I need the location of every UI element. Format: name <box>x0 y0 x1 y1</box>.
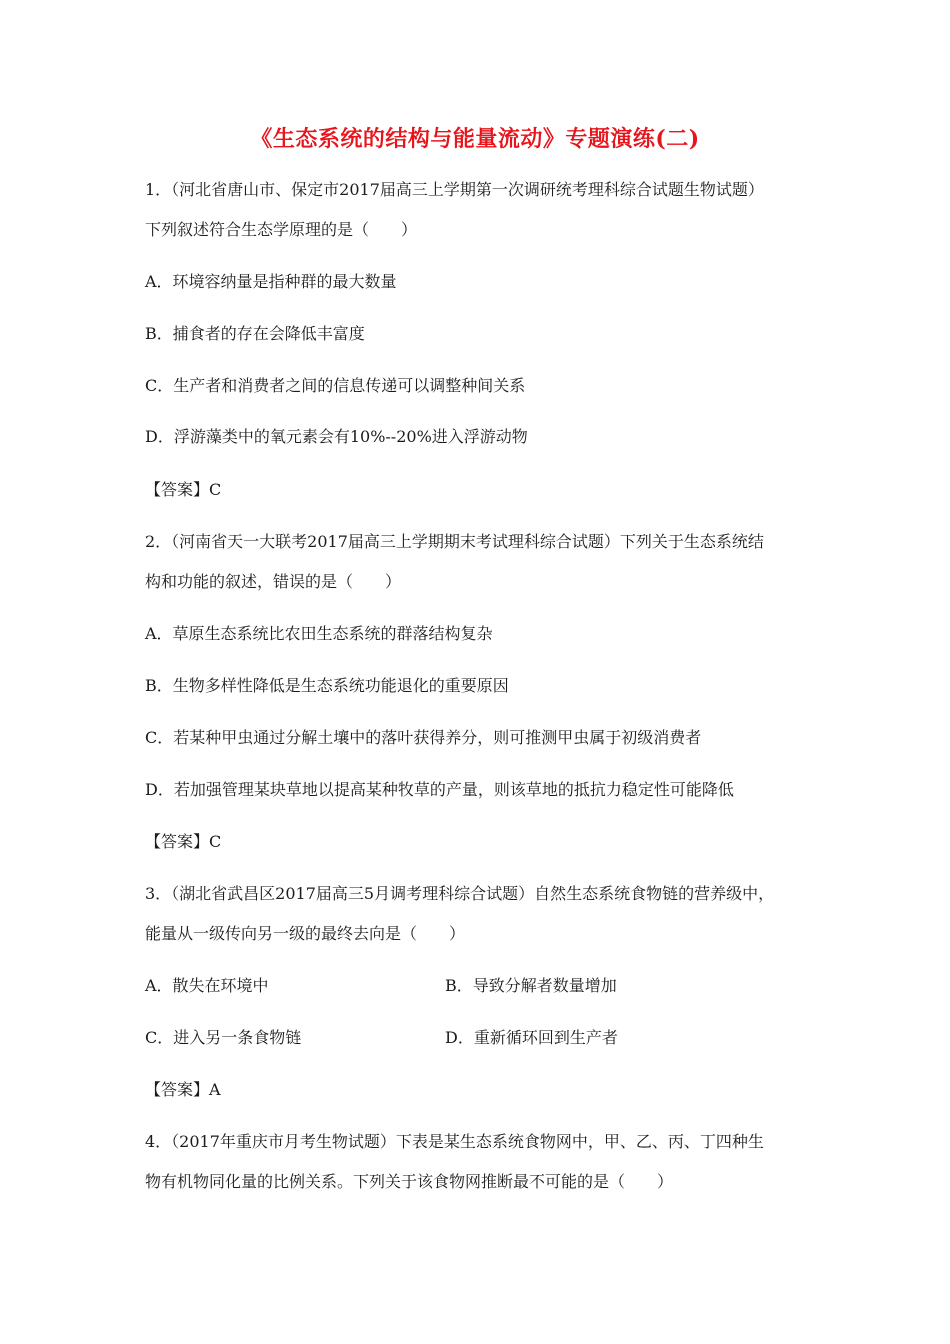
question-4-stem-line-2: 物有机物同化量的比例关系。下列关于该食物网推断最不可能的是（ ） <box>145 1172 674 1191</box>
question-3-option-d: D．重新循环回到生产者 <box>445 1028 618 1047</box>
page-title: 《生态系统的结构与能量流动》专题演练(二) <box>250 126 700 152</box>
question-3-stem-line-2: 能量从一级传向另一级的最终去向是（ ） <box>145 924 466 943</box>
question-2-stem-line-2: 构和功能的叙述，错误的是（ ） <box>145 572 402 591</box>
question-4-stem-line-1: 4．（2017年重庆市月考生物试题）下表是某生态系统食物网中，甲、乙、丙、丁四种生 <box>145 1132 764 1151</box>
question-3-stem-line-1: 3．（湖北省武昌区2017届高三5月调考理科综合试题）自然生态系统食物链的营养级中， <box>145 884 775 903</box>
question-1-answer: 【答案】C <box>145 480 222 499</box>
question-2-option-b: B．生物多样性降低是生态系统功能退化的重要原因 <box>145 676 509 695</box>
question-1-stem-line-1: 1．（河北省唐山市、保定市2017届高三上学期第一次调研统考理科综合试题生物试题） <box>145 180 764 199</box>
question-3-option-b: B．导致分解者数量增加 <box>445 976 617 995</box>
question-2-option-a: A．草原生态系统比农田生态系统的群落结构复杂 <box>145 624 493 643</box>
question-1-option-a: A．环境容纳量是指种群的最大数量 <box>145 272 397 291</box>
question-3-option-c: C．进入另一条食物链 <box>145 1028 302 1047</box>
question-1-option-d: D．浮游藻类中的氧元素会有10%--20%进入浮游动物 <box>145 427 528 446</box>
question-1-option-b: B．捕食者的存在会降低丰富度 <box>145 324 365 343</box>
question-2-stem-line-1: 2．（河南省天一大联考2017届高三上学期期末考试理科综合试题）下列关于生态系统结 <box>145 532 764 551</box>
question-1-stem-line-2: 下列叙述符合生态学原理的是（ ） <box>145 220 418 239</box>
question-3-answer: 【答案】A <box>145 1080 221 1099</box>
question-2-answer: 【答案】C <box>145 832 222 851</box>
question-2-option-d: D．若加强管理某块草地以提高某种牧草的产量，则该草地的抵抗力稳定性可能降低 <box>145 780 734 799</box>
question-1-option-c: C．生产者和消费者之间的信息传递可以调整种间关系 <box>145 376 526 395</box>
question-3-option-a: A．散失在环境中 <box>145 976 269 995</box>
question-2-option-c: C．若某种甲虫通过分解土壤中的落叶获得养分，则可推测甲虫属于初级消费者 <box>145 728 702 747</box>
